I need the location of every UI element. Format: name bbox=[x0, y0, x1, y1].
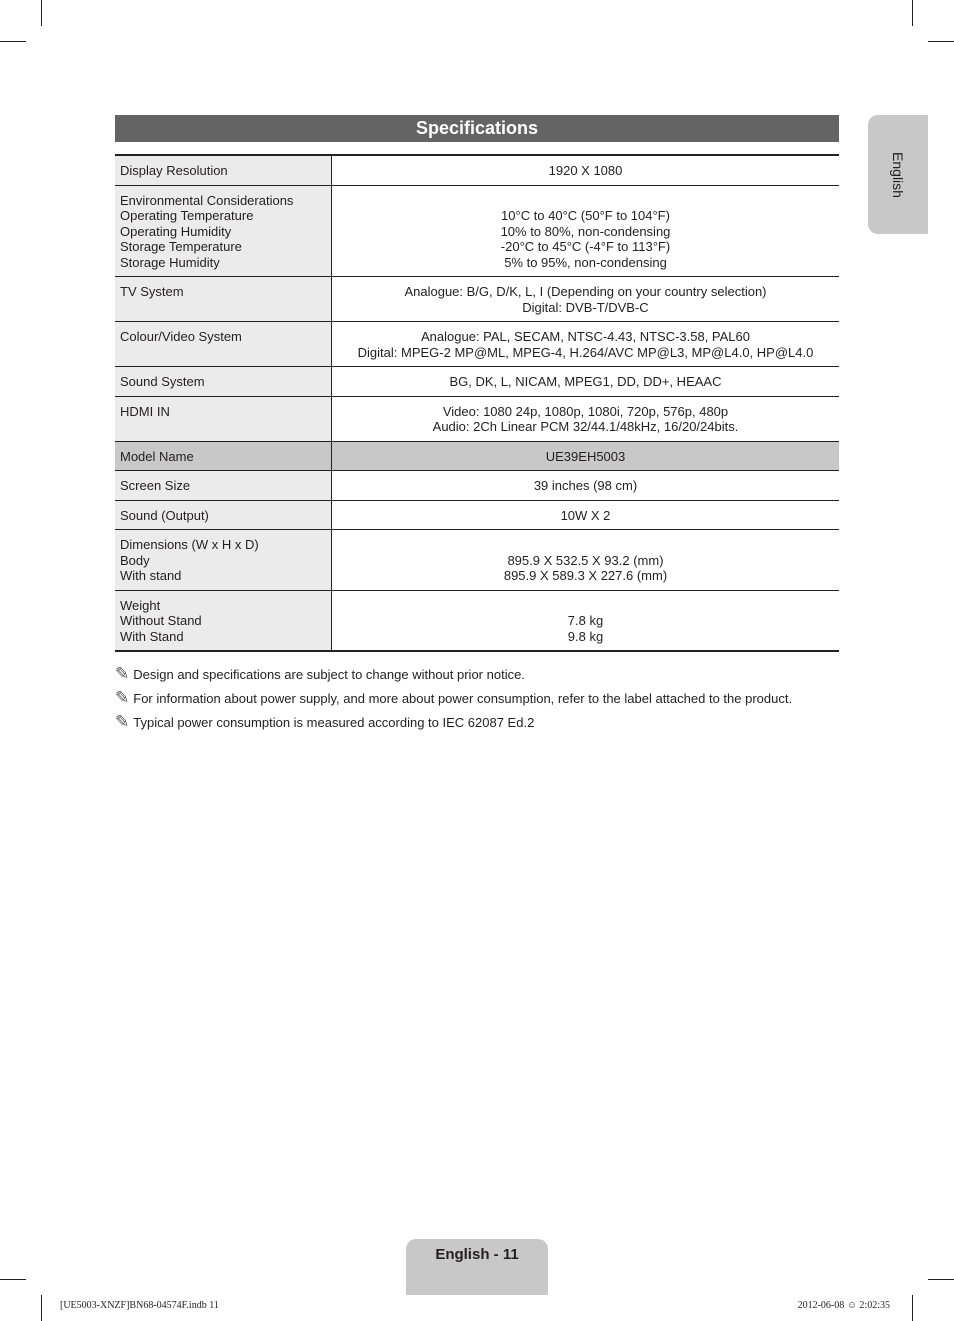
spec-value: 7.8 kg bbox=[567, 613, 604, 628]
spec-label-cell bbox=[115, 367, 332, 397]
spec-label: Environmental Considerations bbox=[120, 192, 294, 208]
spec-value-cell bbox=[332, 530, 840, 591]
table-row bbox=[115, 322, 839, 367]
spec-label: Screen Size bbox=[120, 478, 191, 493]
spec-value: Video: 1080 24p, 1080p, 1080i, 720p, 576p, 480p bbox=[442, 403, 729, 419]
table-row bbox=[115, 500, 839, 530]
spec-value bbox=[337, 598, 834, 614]
spec-value-cell bbox=[332, 322, 840, 367]
spec-value: 895.9 X 589.3 X 227.6 (mm) bbox=[503, 568, 668, 583]
pencil-icon: ✎ bbox=[115, 688, 130, 708]
print-footer-timestamp: 2012-06-08 ☺ 2:02:35 bbox=[797, 1300, 890, 1311]
spec-value: 39 inches (98 cm) bbox=[533, 478, 638, 493]
note-item bbox=[115, 664, 845, 688]
spec-label: Body bbox=[120, 552, 150, 568]
spec-value: BG, DK, L, NICAM, MPEG1, DD, DD+, HEAAC bbox=[449, 374, 722, 389]
crop-mark bbox=[912, 1295, 913, 1321]
spec-label: Weight bbox=[120, 597, 161, 613]
spec-label: With stand bbox=[120, 568, 182, 583]
spec-value-cell bbox=[332, 396, 840, 441]
notes-list bbox=[115, 664, 845, 736]
table-row bbox=[115, 367, 839, 397]
spec-value: 9.8 kg bbox=[567, 628, 604, 644]
spec-value: Digital: DVB-T/DVB-C bbox=[522, 299, 649, 315]
spec-label-cell bbox=[115, 530, 332, 591]
spec-value-cell bbox=[332, 277, 840, 322]
crop-mark bbox=[928, 1279, 954, 1280]
crop-mark bbox=[912, 0, 913, 26]
spec-value-cell bbox=[332, 590, 840, 651]
spec-label: With Stand bbox=[120, 628, 184, 644]
table-row bbox=[115, 277, 839, 322]
spec-value bbox=[337, 193, 834, 209]
pencil-icon: ✎ bbox=[115, 712, 130, 732]
spec-value: -20°C to 45°C (-4°F to 113°F) bbox=[500, 239, 671, 254]
spec-value: Audio: 2Ch Linear PCM 32/44.1/48kHz, 16/20/24bits. bbox=[432, 419, 739, 434]
spec-label: Sound System bbox=[120, 374, 205, 389]
spec-value: Analogue: PAL, SECAM, NTSC-4.43, NTSC-3.58, PAL60 bbox=[421, 329, 750, 344]
page-title: Specifications bbox=[115, 115, 839, 142]
spec-label: HDMI IN bbox=[120, 403, 170, 419]
table-row bbox=[115, 155, 839, 185]
spec-label-cell bbox=[115, 155, 332, 185]
spec-value: 10% to 80%, non-condensing bbox=[500, 223, 671, 239]
language-side-tab[interactable] bbox=[868, 115, 928, 234]
spec-label: Model Name bbox=[120, 448, 194, 464]
spec-value-cell bbox=[332, 441, 840, 471]
spec-label-cell bbox=[115, 277, 332, 322]
spec-value-cell bbox=[332, 500, 840, 530]
spec-value: 10W X 2 bbox=[560, 507, 611, 523]
spec-label-cell bbox=[115, 471, 332, 501]
spec-label: Display Resolution bbox=[120, 163, 228, 178]
spec-value: Digital: MPEG-2 MP@ML, MPEG-4, H.264/AVC MP@L3, MP@L4.0, HP@L4.0 bbox=[357, 344, 814, 360]
page-number-tab bbox=[406, 1239, 548, 1295]
spec-label: Sound (Output) bbox=[120, 507, 209, 523]
spec-value bbox=[337, 537, 834, 553]
pencil-icon: ✎ bbox=[115, 664, 130, 684]
specifications-table bbox=[115, 154, 839, 652]
spec-value: 895.9 X 532.5 X 93.2 (mm) bbox=[507, 552, 664, 568]
note-text: For information about power supply, and more about power consumption, refer to the label attached to the product. bbox=[133, 691, 793, 706]
spec-label: Operating Temperature bbox=[120, 208, 254, 223]
note-text: Typical power consumption is measured according to IEC 62087 Ed.2 bbox=[133, 715, 535, 730]
spec-label-cell bbox=[115, 590, 332, 651]
crop-mark bbox=[0, 41, 26, 42]
spec-label-cell bbox=[115, 441, 332, 471]
crop-mark bbox=[41, 1295, 42, 1321]
language-side-tab-label: English bbox=[890, 151, 906, 198]
spec-label: TV System bbox=[120, 284, 184, 299]
spec-label: Storage Humidity bbox=[120, 254, 220, 270]
table-row bbox=[115, 185, 839, 277]
page-number-label: English - 11 bbox=[435, 1246, 519, 1263]
crop-mark bbox=[41, 0, 42, 26]
spec-value: 1920 X 1080 bbox=[548, 163, 623, 178]
spec-value: UE39EH5003 bbox=[545, 448, 626, 464]
crop-mark bbox=[928, 41, 954, 42]
spec-label-cell bbox=[115, 396, 332, 441]
print-footer-file: [UE5003-XNZF]BN68-04574F.indb 11 bbox=[60, 1300, 219, 1311]
spec-label-cell bbox=[115, 185, 332, 277]
spec-label-cell bbox=[115, 500, 332, 530]
spec-value: Analogue: B/G, D/K, L, I (Depending on your country selection) bbox=[404, 284, 767, 299]
table-row bbox=[115, 441, 839, 471]
spec-value-cell bbox=[332, 471, 840, 501]
spec-value: 5% to 95%, non-condensing bbox=[504, 254, 667, 270]
spec-label-cell bbox=[115, 322, 332, 367]
table-row bbox=[115, 530, 839, 591]
spec-label: Without Stand bbox=[120, 613, 202, 628]
spec-value-cell bbox=[332, 367, 840, 397]
table-row bbox=[115, 396, 839, 441]
crop-mark bbox=[0, 1279, 26, 1280]
spec-label: Storage Temperature bbox=[120, 239, 242, 254]
spec-value-cell bbox=[332, 155, 840, 185]
table-row bbox=[115, 471, 839, 501]
table-row bbox=[115, 590, 839, 651]
spec-value-cell bbox=[332, 185, 840, 277]
spec-value: 10°C to 40°C (50°F to 104°F) bbox=[501, 208, 670, 223]
spec-label: Operating Humidity bbox=[120, 223, 232, 239]
note-item bbox=[115, 688, 845, 712]
note-item bbox=[115, 712, 845, 736]
spec-label: Colour/Video System bbox=[120, 329, 242, 344]
note-text: Design and specifications are subject to change without prior notice. bbox=[133, 667, 525, 682]
spec-label: Dimensions (W x H x D) bbox=[120, 537, 259, 552]
